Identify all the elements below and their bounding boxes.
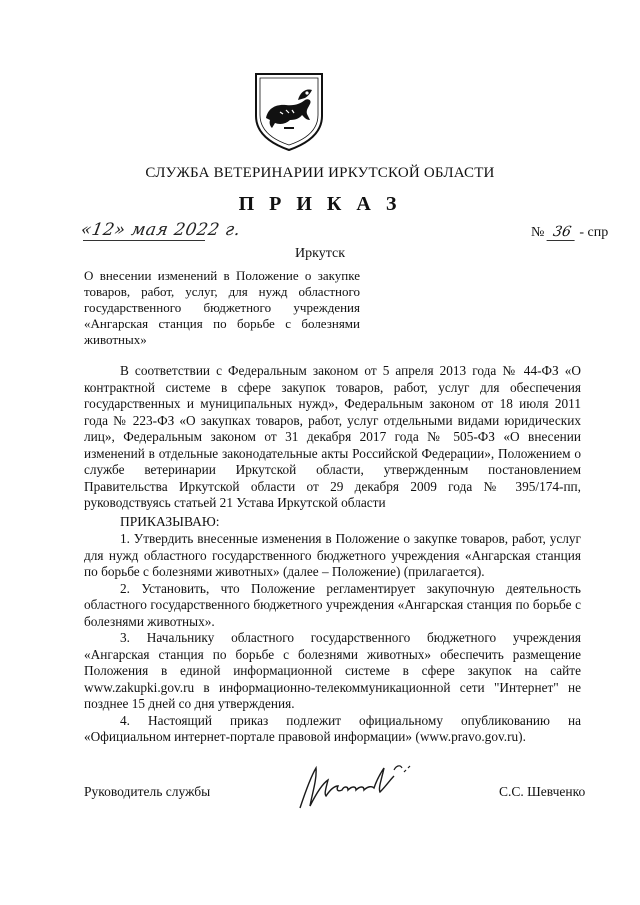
signatory-position: Руководитель службы	[84, 784, 211, 799]
document-type-title: П Р И К А З	[238, 193, 402, 215]
order-item-1: 1. Утвердить внесенные изменения в Положение о закупке товаров, работ, услуг для нужд областного государственного бюджетного учреждения «Ангарская станция по борьбе с болезнями животных» (далее – Положение) (прилагается).	[84, 531, 581, 579]
order-items	[84, 531, 581, 746]
date-underline	[83, 240, 205, 241]
agency-name: СЛУЖБА ВЕТЕРИНАРИИ ИРКУТСКОЙ ОБЛАСТИ	[145, 165, 495, 181]
coat-of-arms-icon	[250, 68, 328, 152]
handwritten-date: «12» мая 2022 г.	[79, 220, 243, 240]
number-prefix: №	[531, 225, 545, 240]
city: Иркутск	[294, 246, 346, 261]
order-item-4: 4. Настоящий приказ подлежит официальному опубликованию на «Официальном интернет-портале правовой информации» (www.pravo.gov.ru).	[84, 712, 581, 744]
number-suffix: - спр	[579, 225, 609, 240]
preamble-paragraph: В соответствии с Федеральным законом от 5 апреля 2013 года № 44-ФЗ «О контрактной системе в сфере закупок товаров, работ, услуг для обеспечения государственных и муниципальных нужд», Федеральным законом от 18 июля 2011 года № 223-ФЗ «О закупках товаров, работ, услуг отдельными видами юридических лиц», Федеральным законом от 31 декабря 2017 года № 505-ФЗ «О внесении изменений в отдельные законодательные акты Российской Федерации», Положением о службе ветеринарии Иркутской области, утвержденным постановлением Правительства Иркутской области от 29 декабря 2009 года № 395/174-пп, руководствуясь статьей 21 Устава Иркутской области	[84, 363, 581, 510]
document-subject: О внесении изменений в Положение о закупке товаров, работ, услуг, для нужд областного государственного бюджетного учреждения «Ангарская станция по борьбе с болезнями животных»	[84, 268, 360, 347]
signatory-name: С.С. Шевченко	[499, 784, 586, 799]
order-number	[531, 224, 608, 241]
order-item-2: 2. Установить, что Положение регламентирует закупочную деятельность областного государственного бюджетного учреждения «Ангарская станция по борьбе с болезнями животных».	[84, 580, 581, 629]
order-item-3: 3. Начальнику областного государственного бюджетного учреждения «Ангарская станция по борьбе с болезнями животных» обеспечить размещение Положения в единой информационной системе в сфере закупок на сайте www.zakupki.gov.ru в информационно-телекоммуникационной сети "Интернет" не позднее 15 дней со дня утверждения.	[84, 630, 581, 711]
handwritten-signature	[290, 756, 430, 816]
handwritten-number: 36	[546, 224, 577, 241]
order-heading: ПРИКАЗЫВАЮ:	[120, 514, 220, 529]
